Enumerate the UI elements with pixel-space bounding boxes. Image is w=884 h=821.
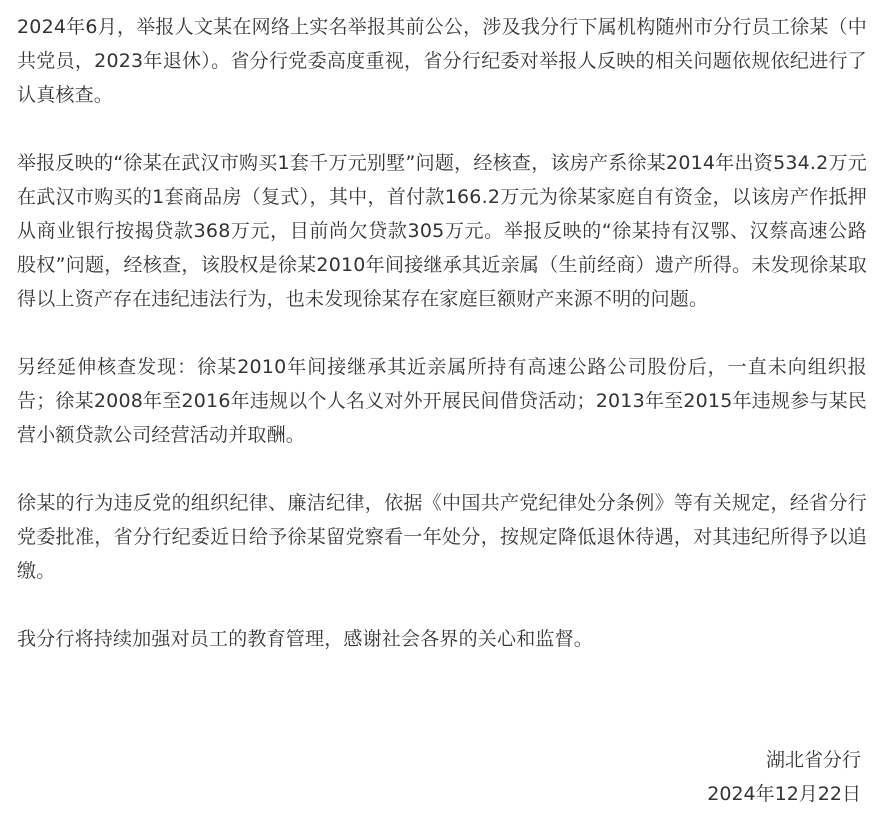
- signature-date: 2024年12月22日: [707, 783, 861, 805]
- signature-organization: 湖北省分行: [765, 749, 861, 771]
- paragraph-disciplinary-action: 徐某的行为违反党的组织纪律、廉洁纪律，依据《中国共产党纪律处分条例》等有关规定，经省分行党委批准，省分行纪委近日给予徐某留党察看一年处分，按规定降低退休待遇，对其违纪所得予以追缴。: [17, 492, 867, 582]
- paragraph-closing-statement: 我分行将持续加强对员工的教育管理，感谢社会各界的关心和监督。: [17, 628, 594, 650]
- paragraph-report-background: 2024年6月，举报人文某在网络上实名举报其前公公，涉及我分行下属机构随州市分行员工徐某（中共党员，2023年退休）。省分行党委高度重视，省分行纪委对举报人反映的相关问题依规依纪进行了认真核查。: [17, 16, 867, 106]
- paragraph-extended-findings: 另经延伸核查发现：徐某2010年间接继承其近亲属所持有高速公路公司股份后，一直未向组织报告；徐某2008年至2016年违规以个人名义对外开展民间借贷活动；2013年至2015年违规参与某民营小额贷款公司经营活动并取酬。: [17, 356, 867, 446]
- paragraph-verification-findings: 举报反映的“徐某在武汉市购买1套千万元别墅”问题，经核查，该房产系徐某2014年出资534.2万元在武汉市购买的1套商品房（复式），其中，首付款166.2万元为徐某家庭自有资金，以该房产作抵押从商业银行按揭贷款368万元，目前尚欠贷款305万元。举报反映的“徐某持有汉鄂、汉蔡高速公路股权”问题，经核查，该股权是徐某2010年间接继承其近亲属（生前经商）遗产所得。未发现徐某取得以上资产存在违纪违法行为，也未发现徐某存在家庭巨额财产来源不明的问题。: [17, 152, 867, 310]
- signature-block: [707, 743, 861, 811]
